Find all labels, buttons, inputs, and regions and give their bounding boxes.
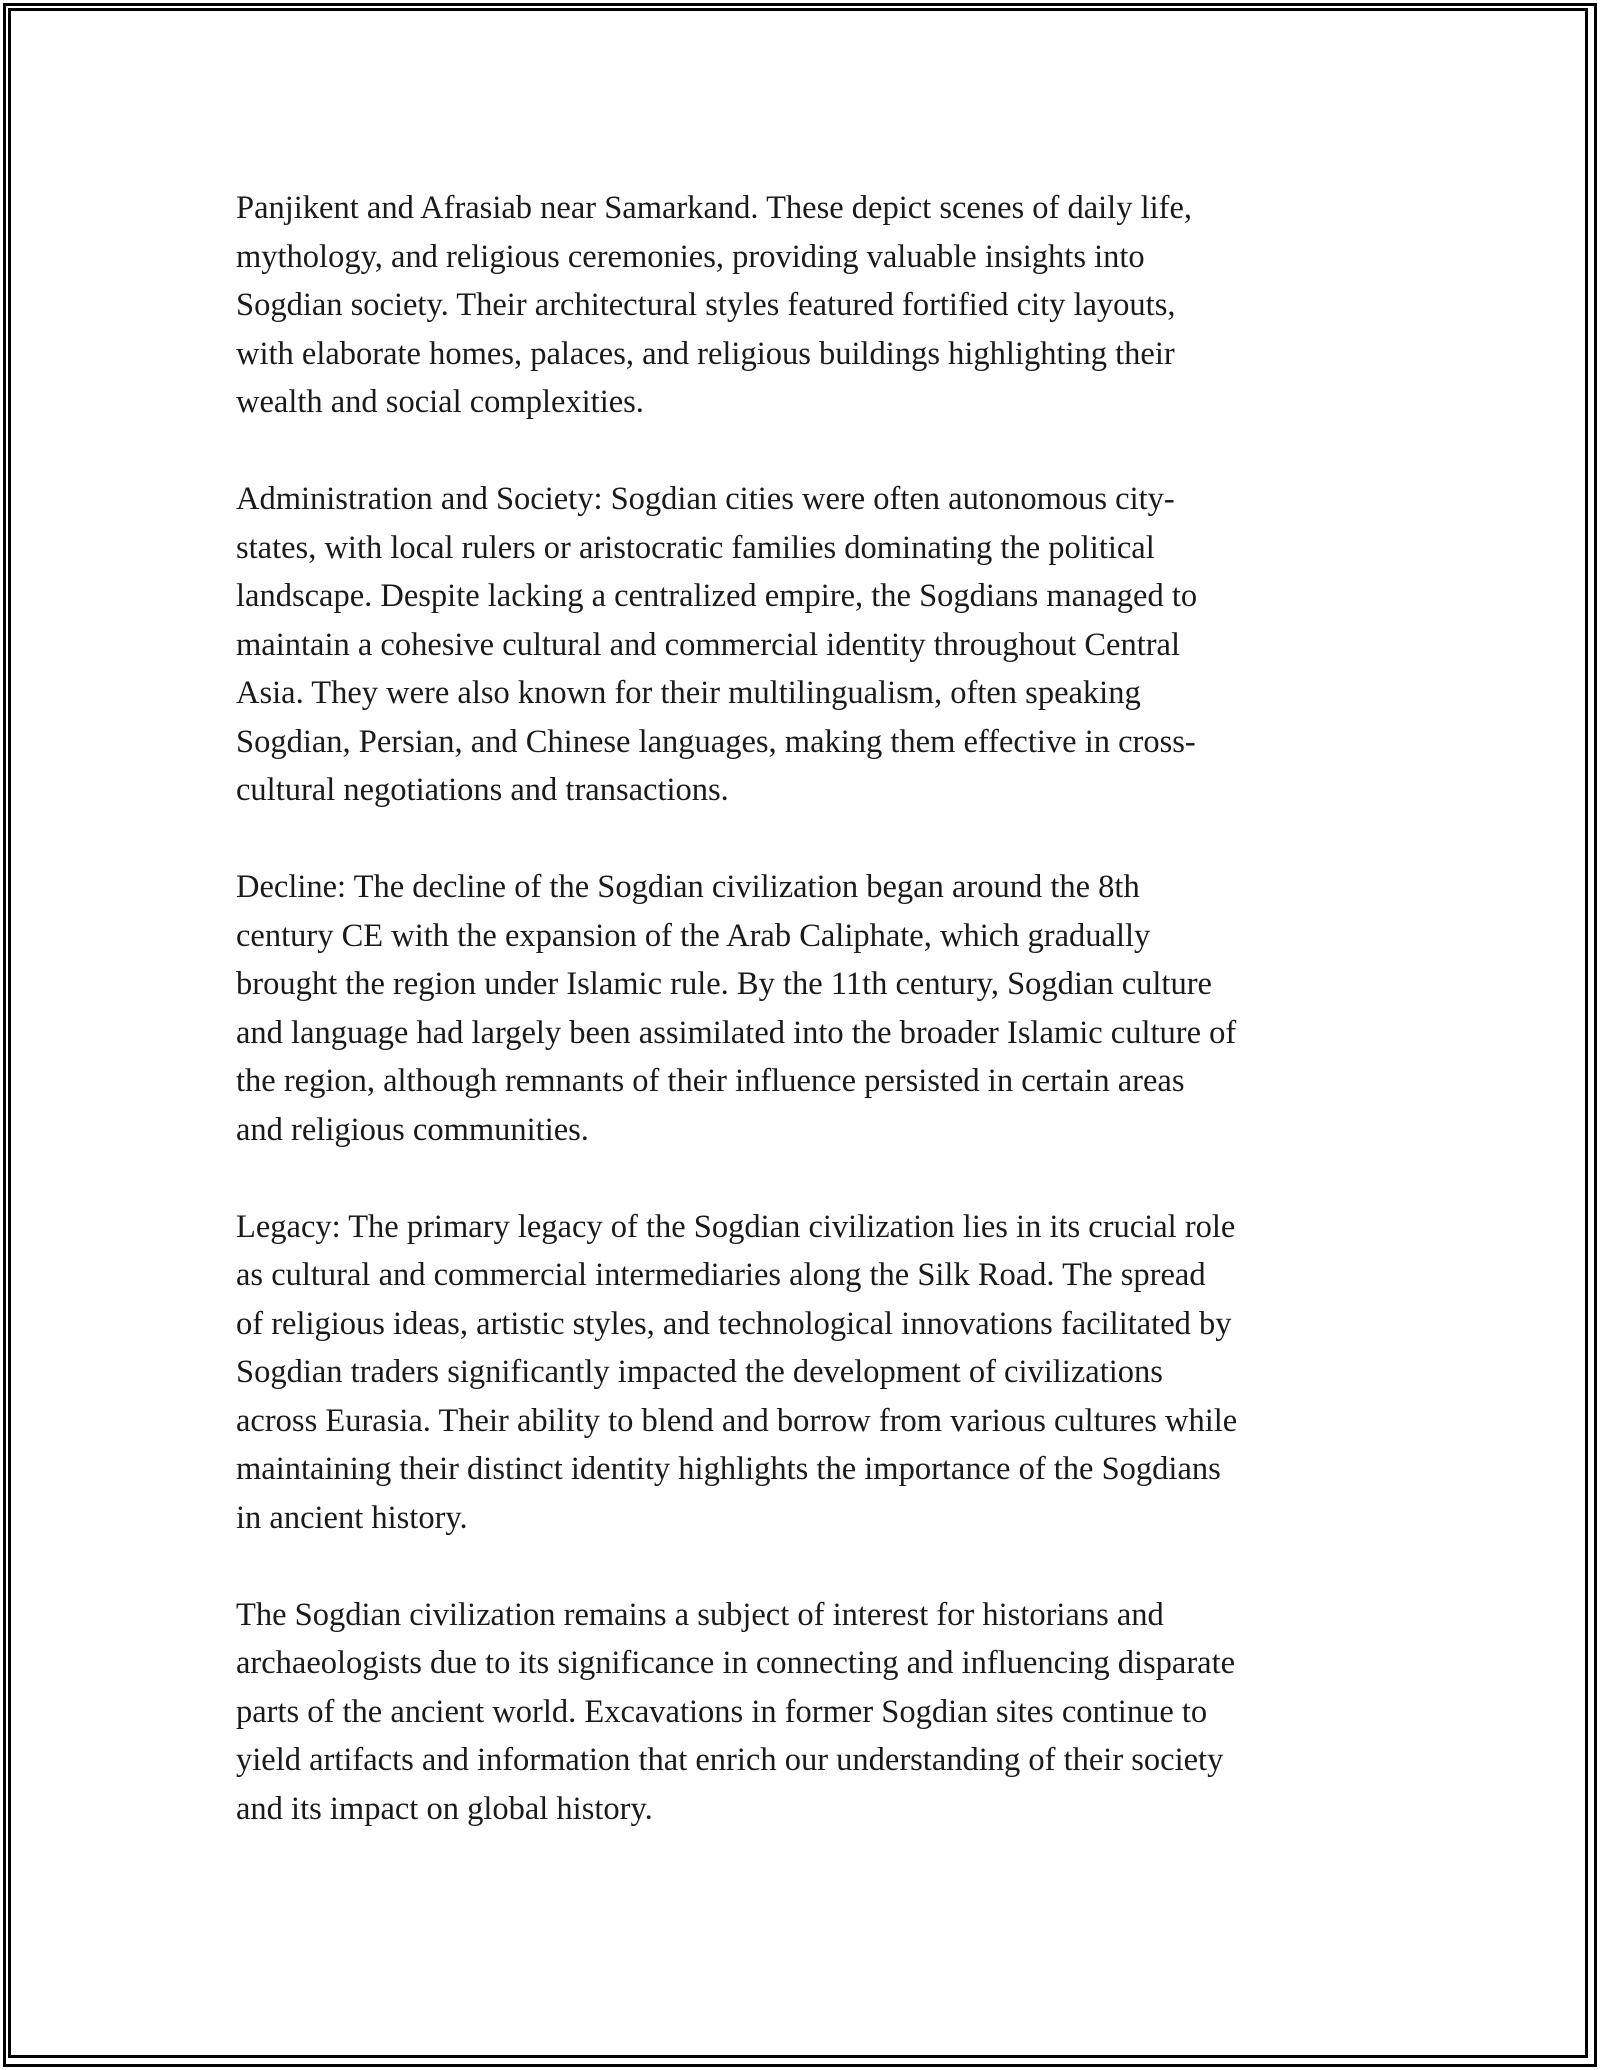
document-body xyxy=(236,184,1396,1882)
paragraph-art-architecture: Panjikent and Afrasiab near Samarkand. These depict scenes of daily life, mythology, and religious ceremonies, providing valuable insights into Sogdian society. Their architectural styles featured fortified city layouts, with elaborate homes, palaces, and religious buildings highlighting their wealth and social complexities. xyxy=(236,190,1193,420)
paragraph-decline: Decline: The decline of the Sogdian civilization began around the 8th century CE with the expansion of the Arab Caliphate, which gradually brought the region under Islamic rule. By the 11th century, Sogdian culture and language had largely been assimilated into the broader Islamic culture of the region, although remnants of their influence persisted in certain areas and religious communities. xyxy=(236,869,1237,1148)
paragraph-legacy: Legacy: The primary legacy of the Sogdian civilization lies in its crucial role as cultural and commercial intermediaries along the Silk Road. The spread of religious ideas, artistic styles, and technological innovations facilitated by Sogdian traders significantly impacted the development of civilizations across Eurasia. Their ability to blend and borrow from various cultures while maintaining their distinct identity highlights the importance of the Sogdians in ancient history. xyxy=(236,1208,1238,1536)
paragraph-administration-society: Administration and Society: Sogdian cities were often autonomous city- states, with local rulers or aristocratic families dominating the political landscape. Despite lacking a centralized empire, the Sogdians managed to maintain a cohesive cultural and commercial identity throughout Central Asia. They were also known for their multilingualism, often speaking Sogdian, Persian, and Chinese languages, making them effective in cross- cultural negotiations and transactions. xyxy=(236,481,1198,808)
paragraph-conclusion: The Sogdian civilization remains a subject of interest for historians and archaeologists due to its significance in connecting and influencing disparate parts of the ancient world. Excavations in former Sogdian sites continue to yield artifacts and information that enrich our understanding of their society and its impact on global history. xyxy=(236,1596,1236,1827)
